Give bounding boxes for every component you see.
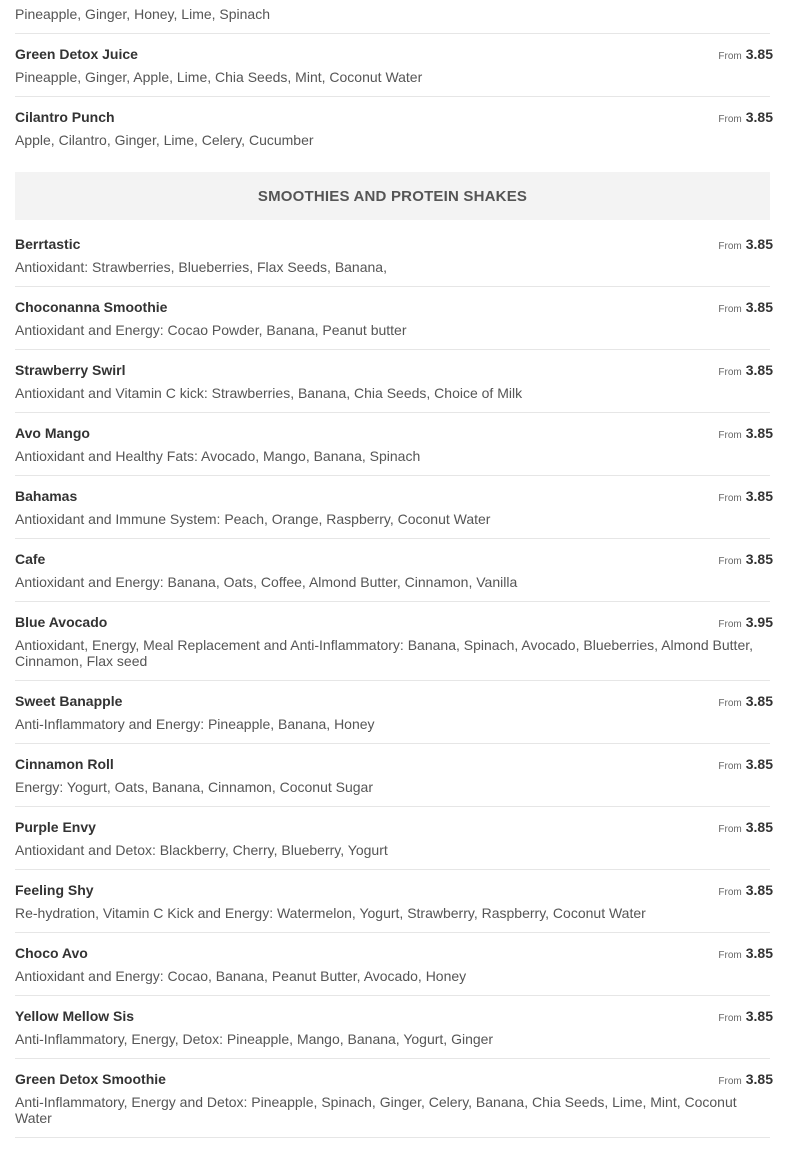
item-name: Choconanna Smoothie (15, 299, 168, 315)
price-from-label: From (718, 824, 742, 835)
item-name: Choco Avo (15, 945, 88, 961)
item-name: Cafe (15, 551, 46, 567)
item-description: Apple, Cilantro, Ginger, Lime, Celery, Cucumber (15, 132, 314, 148)
item-name: Bahamas (15, 488, 78, 504)
price-from-label: From (718, 619, 742, 630)
price-from-label: From (718, 430, 742, 441)
item-description: Antioxidant and Energy: Cocao, Banana, Peanut Butter, Avocado, Honey (15, 968, 467, 984)
item-description: Pineapple, Ginger, Apple, Lime, Chia Seeds, Mint, Coconut Water (15, 69, 423, 85)
price-from-label: From (718, 761, 742, 772)
item-name: Sweet Banapple (15, 693, 123, 709)
item-name: Green Detox Juice (15, 46, 138, 62)
price-from-label: From (718, 698, 742, 709)
menu-item[interactable] (15, 34, 773, 97)
price-value: 3.85 (745, 46, 773, 62)
price-value: 3.85 (745, 425, 773, 441)
item-description: Antioxidant and Energy: Banana, Oats, Coffee, Almond Butter, Cinnamon, Vanilla (15, 574, 518, 590)
menu-item[interactable] (15, 413, 773, 476)
price-from-label: From (718, 887, 742, 898)
section-header: SMOOTHIES AND PROTEIN SHAKES (15, 172, 770, 220)
item-name: Cinnamon Roll (15, 756, 114, 772)
menu-item[interactable] (15, 350, 773, 413)
item-price (718, 882, 773, 898)
price-value: 3.85 (745, 299, 773, 315)
menu-item[interactable] (15, 287, 773, 350)
item-name: Yellow Mellow Sis (15, 1008, 135, 1024)
item-price (718, 1008, 773, 1024)
item-description: Anti-Inflammatory, Energy and Detox: Pineapple, Spinach, Ginger, Celery, Banana, Chia Seeds, Lime, Mint, Coconut Water (15, 1094, 737, 1126)
price-from-label: From (718, 1013, 742, 1024)
item-price (718, 362, 773, 378)
menu-item[interactable] (15, 996, 773, 1059)
item-description: Antioxidant, Energy, Meal Replacement and Anti-Inflammatory: Banana, Spinach, Avocado, Blueberries, Almond Butter, Cinnamon, Flax seed (15, 637, 754, 669)
item-name: Strawberry Swirl (15, 362, 126, 378)
price-from-label: From (718, 493, 742, 504)
item-description: Antioxidant and Energy: Cocao Powder, Banana, Peanut butter (15, 322, 407, 338)
menu-item[interactable] (15, 0, 770, 34)
item-price (718, 236, 773, 252)
menu-item[interactable] (15, 539, 773, 602)
price-value: 3.85 (745, 819, 773, 835)
price-from-label: From (718, 950, 742, 961)
menu-item[interactable] (15, 602, 773, 681)
item-name: Cilantro Punch (15, 109, 115, 125)
price-value: 3.85 (745, 1071, 773, 1087)
price-value: 3.85 (745, 1008, 773, 1024)
price-from-label: From (718, 114, 742, 125)
item-description: Antioxidant and Immune System: Peach, Orange, Raspberry, Coconut Water (15, 511, 491, 527)
price-from-label: From (718, 51, 742, 62)
price-value: 3.85 (745, 945, 773, 961)
item-price (718, 299, 773, 315)
price-from-label: From (718, 367, 742, 378)
menu-item[interactable] (15, 476, 773, 539)
item-name: Green Detox Smoothie (15, 1071, 166, 1087)
item-description: Pineapple, Ginger, Honey, Lime, Spinach (15, 6, 271, 22)
menu-item[interactable] (15, 807, 773, 870)
menu-item[interactable] (15, 681, 773, 744)
item-price (718, 488, 773, 504)
price-value: 3.85 (745, 882, 773, 898)
price-from-label: From (718, 1076, 742, 1087)
price-value: 3.85 (745, 488, 773, 504)
item-price (718, 614, 773, 630)
menu-item[interactable] (15, 97, 773, 159)
item-name: Blue Avocado (15, 614, 108, 630)
price-value: 3.85 (745, 756, 773, 772)
menu-item[interactable] (15, 744, 773, 807)
item-price (718, 46, 773, 62)
item-price (718, 945, 773, 961)
price-value: 3.85 (745, 693, 773, 709)
item-description: Energy: Yogurt, Oats, Banana, Cinnamon, Coconut Sugar (15, 779, 374, 795)
item-description: Antioxidant and Healthy Fats: Avocado, Mango, Banana, Spinach (15, 448, 421, 464)
price-from-label: From (718, 556, 742, 567)
item-name: Avo Mango (15, 425, 90, 441)
item-name: Purple Envy (15, 819, 96, 835)
menu-item[interactable] (15, 1059, 773, 1138)
item-description: Anti-Inflammatory and Energy: Pineapple, Banana, Honey (15, 716, 375, 732)
item-description: Antioxidant and Vitamin C kick: Strawberries, Banana, Chia Seeds, Choice of Milk (15, 385, 523, 401)
item-description: Anti-Inflammatory, Energy, Detox: Pineapple, Mango, Banana, Yogurt, Ginger (15, 1031, 494, 1047)
menu-item[interactable] (15, 933, 773, 996)
price-value: 3.95 (745, 614, 773, 630)
menu-item[interactable] (15, 220, 773, 287)
price-value: 3.85 (745, 236, 773, 252)
item-name: Feeling Shy (15, 882, 94, 898)
price-value: 3.85 (745, 109, 773, 125)
item-price (718, 551, 773, 567)
menu-list (15, 0, 773, 1138)
price-from-label: From (718, 241, 742, 252)
item-price (718, 819, 773, 835)
price-value: 3.85 (745, 362, 773, 378)
item-description: Antioxidant: Strawberries, Blueberries, Flax Seeds, Banana, (15, 259, 387, 275)
price-from-label: From (718, 304, 742, 315)
item-price (718, 756, 773, 772)
menu-item[interactable] (15, 870, 773, 933)
price-value: 3.85 (745, 551, 773, 567)
item-price (718, 109, 773, 125)
item-name: Berrtastic (15, 236, 81, 252)
item-description: Antioxidant and Detox: Blackberry, Cherry, Blueberry, Yogurt (15, 842, 388, 858)
item-price (718, 425, 773, 441)
item-description: Re-hydration, Vitamin C Kick and Energy: Watermelon, Yogurt, Strawberry, Raspberry, Coconut Water (15, 905, 646, 921)
item-price (718, 693, 773, 709)
item-price (718, 1071, 773, 1087)
